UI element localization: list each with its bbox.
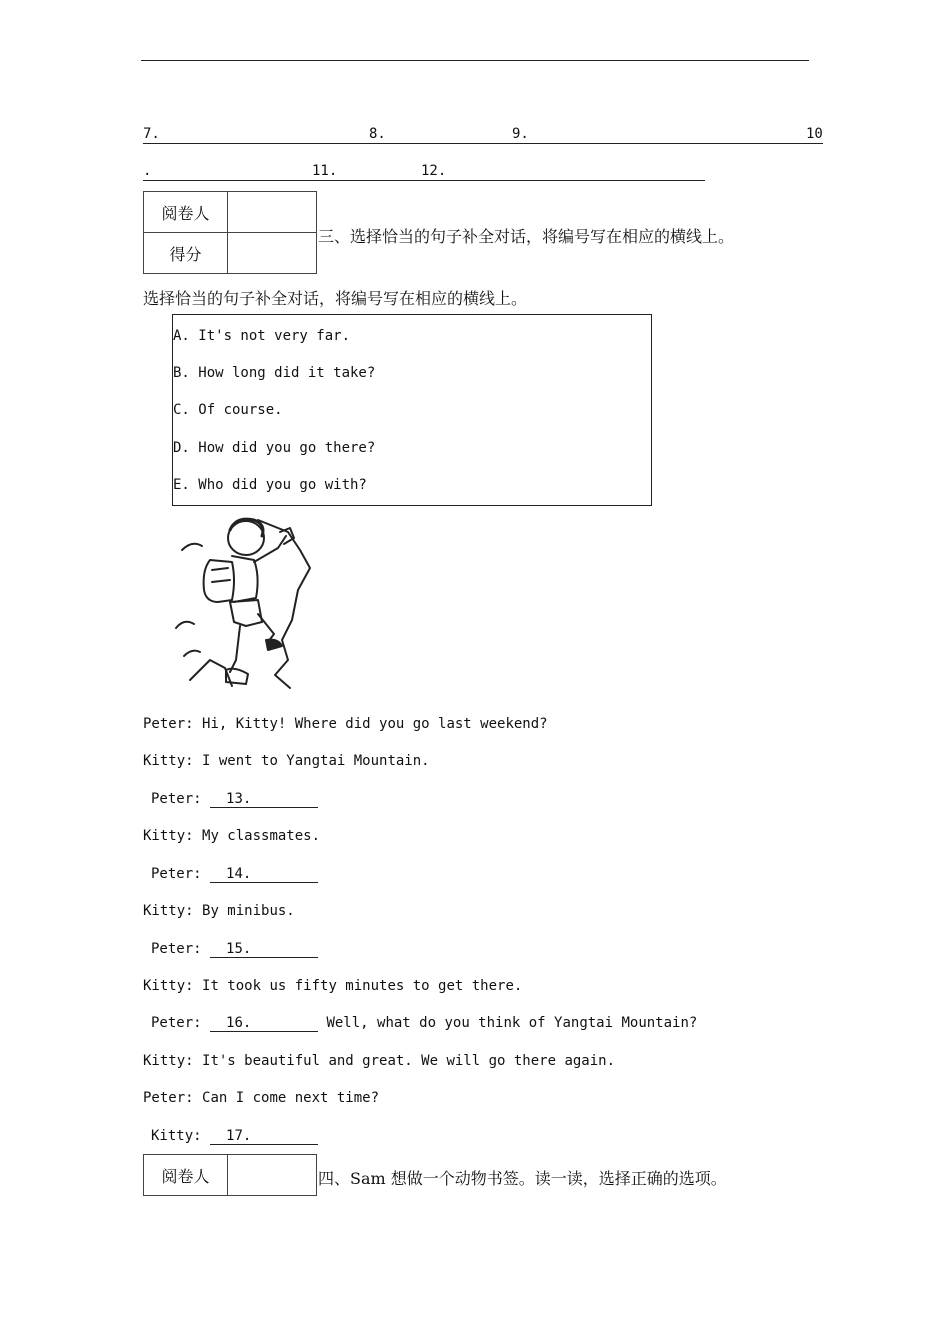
speaker: Kitty:	[143, 753, 194, 769]
speaker: Peter:	[143, 1090, 194, 1106]
dialogue-line-7	[151, 941, 318, 958]
dialogue-line-2	[143, 753, 430, 769]
option-a: A. It's not very far.	[173, 328, 351, 344]
utterance: My classmates.	[202, 828, 321, 844]
option-c: C. Of course.	[173, 402, 283, 418]
utterance: By minibus.	[202, 903, 295, 919]
answer-blank-16[interactable]: 16.	[210, 1015, 318, 1032]
speaker: Peter:	[151, 941, 202, 957]
dialogue-line-6	[143, 903, 295, 919]
dialogue-line-9	[151, 1015, 697, 1032]
speaker: Kitty:	[143, 903, 194, 919]
answer-label-7: 7.	[143, 126, 160, 142]
utterance: Hi, Kitty! Where did you go last weekend?	[202, 716, 548, 732]
header-rule	[141, 60, 809, 61]
answer-blank-17[interactable]: 17.	[210, 1128, 318, 1145]
speaker: Kitty:	[143, 828, 194, 844]
answer-line-11-12	[143, 180, 705, 181]
climbing-boy-illustration	[170, 510, 320, 692]
section-3-instruction: 选择恰当的句子补全对话，将编号写在相应的横线上。	[143, 289, 528, 308]
answer-label-11: 11.	[312, 163, 338, 179]
reviewer-cell	[228, 192, 317, 233]
dialogue-line-5	[151, 866, 318, 883]
speaker: Kitty:	[151, 1128, 202, 1144]
answer-label-12: 12.	[421, 163, 447, 179]
dialogue-line-3	[151, 791, 318, 808]
utterance: I went to Yangtai Mountain.	[202, 753, 430, 769]
utterance: Well, what do you think of Yangtai Mountain?	[326, 1015, 698, 1031]
score-label: 得分	[144, 233, 228, 274]
dialogue-line-11	[143, 1090, 379, 1106]
dialogue-line-8	[143, 978, 522, 994]
dialogue-line-4	[143, 828, 320, 844]
answer-blank-13[interactable]: 13.	[210, 791, 318, 808]
speaker: Kitty:	[143, 1053, 194, 1069]
answer-label-10: 10	[806, 126, 823, 142]
score-cell	[228, 233, 317, 274]
dialogue-line-1	[143, 716, 548, 732]
option-b: B. How long did it take?	[173, 365, 376, 381]
options-box	[172, 314, 652, 506]
speaker: Peter:	[151, 791, 202, 807]
speaker: Peter:	[151, 866, 202, 882]
speaker: Peter:	[143, 716, 194, 732]
answer-line-7-10	[143, 143, 823, 144]
speaker: Peter:	[151, 1015, 202, 1031]
section-4-title: 四、Sam 想做一个动物书签。读一读，选择正确的选项。	[318, 1169, 727, 1188]
answer-blank-14[interactable]: 14.	[210, 866, 318, 883]
score-table-1	[143, 191, 317, 274]
option-d: D. How did you go there?	[173, 440, 376, 456]
speaker: Kitty:	[143, 978, 194, 994]
reviewer-label: 阅卷人	[144, 1155, 228, 1196]
answer-label-9: 9.	[512, 126, 529, 142]
answer-dot: .	[143, 163, 152, 179]
utterance: It took us fifty minutes to get there.	[202, 978, 523, 994]
dialogue-line-10	[143, 1053, 615, 1069]
dialogue-line-12	[151, 1128, 318, 1145]
answer-label-8: 8.	[369, 126, 386, 142]
section-3-title: 三、选择恰当的句子补全对话，将编号写在相应的横线上。	[318, 227, 735, 246]
score-table-2	[143, 1154, 317, 1196]
reviewer-label: 阅卷人	[144, 192, 228, 233]
option-e: E. Who did you go with?	[173, 477, 367, 493]
utterance: It's beautiful and great. We will go there again.	[202, 1053, 616, 1069]
reviewer-cell	[228, 1155, 317, 1196]
answer-blank-15[interactable]: 15.	[210, 941, 318, 958]
utterance: Can I come next time?	[202, 1090, 380, 1106]
